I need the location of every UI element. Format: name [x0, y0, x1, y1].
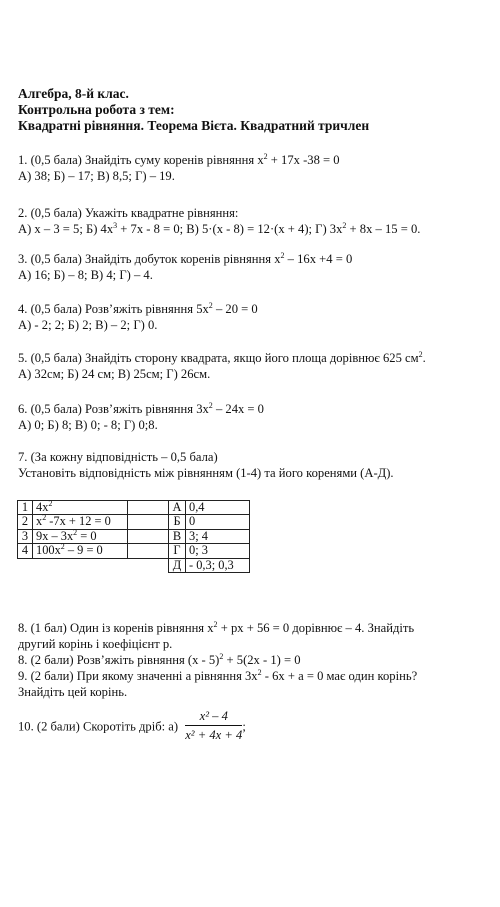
table-row	[18, 515, 250, 529]
equation-number: 2	[18, 515, 33, 529]
root-letter: А	[169, 501, 186, 515]
question-2-answers: А) x – 3 = 5; Б) $4x^3 + 7x - 8 = 0$; В) 5·(x - 8) = 12·(x + 4); Г) $3x^2 + 8x - 15 = 0$.	[18, 221, 421, 237]
fraction-numerator: x² – 4	[185, 708, 242, 726]
equation-number: 1	[18, 501, 33, 515]
empty-cell	[33, 558, 128, 572]
question-7-instruction: Установіть відповідність між рівнянням (1-4) та його коренями (А-Д).	[18, 466, 394, 481]
question-6-answers: А) 0; Б) 8; В) 0; - 8; Г) 0;8.	[18, 418, 158, 433]
root-cell: 0	[186, 515, 250, 529]
equation-cell: $4x^2$	[33, 501, 128, 515]
equation-number: 3	[18, 529, 33, 543]
table-row	[18, 558, 250, 572]
question-1-text: 1. (0,5 бала) Знайдіть суму коренів рівняння $x^2 + 17x$ -38 = 0	[18, 152, 340, 167]
table-row	[18, 501, 250, 515]
empty-cell	[128, 544, 169, 558]
empty-cell	[18, 558, 33, 572]
header-test-title: Контрольна робота з тем:	[18, 102, 175, 117]
question-2-text: 2. (0,5 бала) Укажіть квадратне рівняння:	[18, 206, 239, 220]
table-row	[18, 544, 250, 558]
question-9-text: 9. (2 бали) При якому значенні а рівняння $3x^2 - 6x + a = 0$ має один корінь?	[18, 668, 418, 683]
question-3-answers: А) 16; Б) – 8; В) 4; Г) – 4.	[18, 268, 153, 283]
empty-cell	[128, 501, 169, 515]
document-header	[18, 86, 488, 134]
question-4-text: 4. (0,5 бала) Розв’яжіть рівняння $5x^2 - 20 = 0$	[18, 301, 258, 316]
fraction	[185, 708, 242, 743]
root-cell: - 0,3; 0,3	[186, 558, 250, 572]
question-5	[18, 350, 493, 382]
equation-number: 4	[18, 544, 33, 558]
question-4	[18, 301, 493, 333]
equation-cell: $x^2$ -7x + 12 = 0	[33, 515, 128, 529]
question-6	[18, 401, 493, 433]
root-letter: Б	[169, 515, 186, 529]
question-8a	[18, 620, 493, 652]
empty-cell	[128, 558, 169, 572]
question-3-text: 3. (0,5 бала) Знайдіть добуток коренів рівняння $x^2 - 16x +4 = 0$	[18, 251, 353, 266]
question-9-text-continued: Знайдіть цей корінь.	[18, 685, 128, 700]
question-10	[18, 710, 493, 745]
question-5-answers: А) 32см; Б) 24 см; В) 25см; Г) 26см.	[18, 367, 211, 382]
question-7-text: 7. (За кожну відповідність – 0,5 бала)	[18, 450, 218, 464]
root-cell: 3; 4	[186, 529, 250, 543]
question-7	[18, 449, 493, 481]
question-8a-text: 8. (1 бал) Один із коренів рівняння $x^2$ + px + 56 = 0 дорівнює – 4. Знайдіть	[18, 620, 415, 635]
question-8b-text: 8. (2 бали) Розв’яжіть рівняння (x - 5)$^2$ + 5(2x - 1) = 0	[18, 652, 301, 667]
question-5-text: 5. (0,5 бала) Знайдіть сторону квадрата, якщо його площа дорівнює 625 $см^2$.	[18, 350, 426, 365]
root-cell: 0; 3	[186, 544, 250, 558]
root-letter: В	[169, 529, 186, 543]
question-9	[18, 668, 493, 700]
question-4-answers: А) - 2; 2; Б) 2; В) – 2; Г) 0.	[18, 318, 158, 333]
root-letter: Г	[169, 544, 186, 558]
equation-cell: $9x - 3x^2 = 0$	[33, 529, 128, 543]
question-10-text: 10. (2 бали) Скоротіть дріб: а) $\frac{\text{x² – 4}}{\text{x² + 4x + 4}}$ ;	[18, 709, 246, 743]
question-3	[18, 251, 493, 283]
table-row	[18, 529, 250, 543]
root-cell: 0,4	[186, 501, 250, 515]
equation-cell: $100x^2 - 9 = 0$	[33, 544, 128, 558]
question-1-answers: А) 38; Б) – 17; В) 8,5; Г) – 19.	[18, 169, 175, 184]
fraction-denominator: x² + 4x + 4	[185, 728, 243, 743]
empty-cell	[128, 515, 169, 529]
question-8b	[18, 652, 493, 668]
question-6-text: 6. (0,5 бала) Розв’яжіть рівняння $3x^2 - 24x = 0$	[18, 401, 264, 416]
header-topics: Квадратні рівняння. Теорема Вієта. Квадратний тричлен	[18, 118, 370, 133]
header-grade: Алгебра, 8-й клас.	[18, 86, 129, 101]
empty-cell	[128, 529, 169, 543]
matching-table	[17, 500, 250, 573]
question-8a-text-continued: другий корінь і коефіцієнт p.	[18, 637, 173, 652]
question-2	[18, 205, 493, 237]
root-letter: Д	[169, 558, 186, 572]
question-1	[18, 152, 493, 184]
